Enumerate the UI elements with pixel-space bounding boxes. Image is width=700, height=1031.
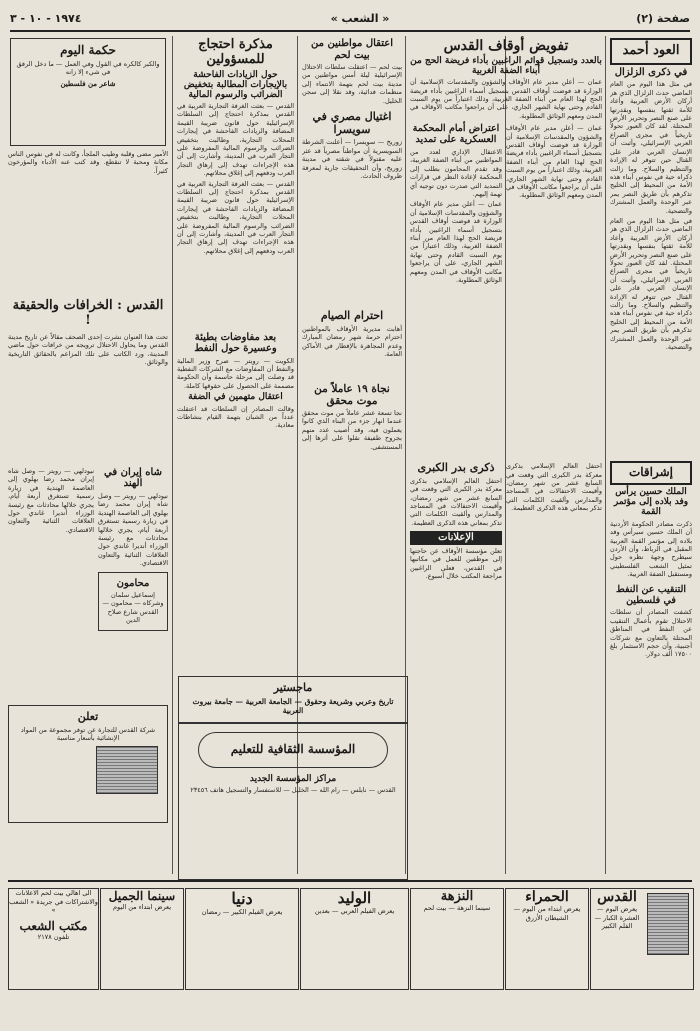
ad-text: الى اهالي بيت لحم الاعلانات والاشتراكات في جريدة « الشعب »	[9, 889, 98, 914]
article-text: أهابت مديرية الأوقاف بالمواطنين احترام حرمة شهر رمضان المبارك وعدم المجاهرة بالإفطار في الأماكن العامة.	[302, 324, 402, 359]
ad-title: القدس	[597, 889, 637, 905]
masthead	[10, 12, 690, 32]
article-text: بيت لحم — اعتقلت سلطات الاحتلال الإسرائيلية ليلة أمس مواطنين من مدينة بيت لحم بتهمة الانتماء إلى منظمات فدائية، وقد نقلا إلى سجن الخليل.	[302, 63, 402, 105]
headline: التنقيب عن النفط في فلسطين	[615, 583, 686, 606]
box-caption: شاعر من فلسطين	[60, 78, 116, 88]
ad-title: دنيا	[231, 889, 253, 908]
ad-title: الحمراء	[525, 889, 569, 905]
ad-banner	[198, 732, 388, 768]
ad-text: يعرض الفيلم الكبير — رمضان	[201, 908, 283, 916]
headline: ذكرى بدر الكبرى	[417, 461, 495, 475]
headline: احترام الصيام	[320, 309, 384, 323]
ad-text: يعرض اليوم — العشرة الكبار — الفلم الكبير	[594, 905, 640, 930]
column-rule	[605, 36, 606, 874]
ad-text: إسماعيل سلمان وشركاه — محامون — القدس شارع صلاح الدين	[102, 591, 164, 625]
two-col-block	[410, 122, 602, 456]
article-text: القدس — بعثت الغرفة التجارية العربية في القدس بمذكرة احتجاج إلى السلطات الإسرائيلية حول قانون ضريبة القيمة المضافة والزيادات الفاحشة في إيجارات المحلات التجارية، وطالبت بتخفيض الضرائب والرسوم المالية المفروضة على التجار العرب في المدينة، وأشارت إلى أن هذه الإجراءات تهدف إلى إرهاق التجار العرب ودفعهم إلى إغلاق محلاتهم.	[177, 179, 294, 255]
ad-text: القدس — نابلس — رام الله — الخليل — للاستفسار والتسجيل هاتف ٢٣٤٥٦	[190, 785, 396, 794]
headline: نجاة ١٩ عاملاً من موت محقق	[314, 382, 390, 408]
article-text: في مثل هذا اليوم من العام الماضي حدث الزلزال الذي هز أركان الأرض العربية وأعاد للأمة ثقتها بنفسها وبقدرتها على صنع النصر وتحرير الأرض المحتلة. لقد كان العبور تحولاً تاريخياً في مجرى الصراع العربي الإسرائيلي، وأثبت أن الإنسان العربي قادر على القتال حين تتوفر له الإرادة والتنظيم والسلاح. وما زالت ذكراه حية في نفوس أبناء هذه الأمة من المحيط إلى الخليج تذكرهم بأن طريق النصر يمر عبر الوحدة والعمل المشترك والتضحية.	[610, 80, 692, 215]
ad-title: سينما الجميل	[108, 889, 176, 903]
column-middle	[302, 36, 402, 676]
ad-picture	[96, 746, 158, 794]
section-title: العود أحمد	[610, 38, 692, 65]
headline: شاه إيران في الهند	[104, 466, 162, 490]
article-text: ذكرت مصادر الحكومة الأردنية أن الملك حسين سيرأس وفد بلاده إلى مؤتمر القمة العربية المقبل في الرباط، وأن الأردن سيطرح وجهة نظره حول تمثيل الشعب الفلسطيني ومستقبل الضفة الغربية.	[610, 519, 692, 579]
ad-text: يعرض الفيلم العربي — بعدين	[314, 907, 395, 915]
article-text: القدس — بعثت الغرفة التجارية العربية في القدس بمذكرة احتجاج إلى السلطات الإسرائيلية حول قانون ضريبة القيمة المضافة والزيادات الفاحشة في إيجارات المحلات التجارية، وطالبت بتخفيض الضرائب والرسوم المالية المفروضة على التجار العرب في المدينة، وأشارت إلى أن هذه الإجراءات تهدف إلى إرهاق التجار العرب ودفعهم إلى إغلاق محلاتهم.	[177, 101, 294, 178]
page-label: صفحة (٢)	[636, 12, 690, 25]
box-text: والكبر كالكره في القول وفي العمل — ما دخل الرفق في شيء إلا زانه	[16, 59, 160, 77]
column-middle-left	[177, 36, 294, 676]
ad-cinema-alquds	[590, 888, 694, 990]
ads-heading: الإعلانات	[410, 531, 502, 545]
article-text: احتفل العالم الإسلامي بذكرى معركة بدر الكبرى التي وقعت في السابع عشر من شهر رمضان، وأقيمت الاحتفالات في المساجد والمدارس وألقيت الكلمات التي تذكر بمعاني هذه الذكرى العظيمة.	[410, 476, 502, 527]
two-col-block	[8, 465, 168, 699]
ad-text: شركة القدس للتجارة عن توفر مجموعة من المواد الإنشائية بأسعار مناسبة	[20, 725, 156, 742]
headline: اعتراض أمام المحكمة العسكرية على تمديد	[412, 123, 500, 146]
headline: القدس : الخرافات والحقيقة !	[12, 298, 164, 328]
ad-cinema-alhamra	[505, 888, 589, 990]
company-ad	[8, 705, 168, 823]
ad-text: تعلن مؤسسة الأوقاف عن حاجتها إلى موظفين للعمل في مكاتبها في القدس، فعلى الراغبين مراجعة المكتب خلال أسبوع.	[410, 546, 502, 580]
ad-text: سينما النزهة — بيت لحم	[423, 904, 491, 912]
ad-cinema-alnuzha	[410, 888, 504, 990]
article-text: زوريخ — سويسرا — أعلنت الشرطة السويسرية أن مواطناً مصرياً قد عثر عليه مقتولاً في شقته في مدينة زوريخ، وأن التحقيقات جارية لمعرفة ظروف الحادث.	[302, 138, 402, 180]
wisdom-box	[10, 38, 166, 146]
headline: اعتقال مواطنين من بيت لحم	[311, 38, 393, 61]
article-text: نيودلهي — رويتر — وصل شاه إيران محمد رضا بهلوي إلى العاصمة الهندية في زيارة رسمية تستغرق أربعة أيام، يجري خلالها محادثات مع رئيسة الوزراء أنديرا غاندي حول العلاقات الثنائية والتعاون الاقتصادي.	[98, 491, 168, 568]
ad-title: المؤسسة الثقافية للتعليم	[230, 742, 356, 756]
subcolumn	[410, 460, 502, 754]
ad-text: يعرض ابتداء من اليوم	[113, 903, 171, 911]
ad-picture	[647, 893, 689, 955]
main-headline: مذكرة احتجاج للمسؤولين	[198, 37, 273, 67]
ad-title: تعلن	[77, 709, 99, 723]
main-subheadline: حول الزيادات الفاحشة بالإيجارات المطالبة بتخفيض الضرائب والرسوم المالية	[183, 69, 288, 100]
issue-date: ١٩٧٤ - ١٠ - ٣	[10, 12, 82, 25]
ad-cinema-aljamil	[100, 888, 184, 990]
article-text: عمان — أعلن مدير عام الأوقاف والشؤون والمقدسات الإسلامية أن الوزارة قد فوضت أوقاف القدس بتسجيل أسماء الراغبين بأداء فريضة الحج لهذا العام من أبناء الضفة الغربية، وذلك اعتباراً من يوم السبت القادم وحتى نهاية الشهر الجاري، على أن يراجعوا مكاتب الأوقاف في المدن ومعهم الوثائق المطلوبة.	[506, 124, 602, 200]
cultural-institute-ad	[178, 722, 408, 880]
box-title: حكمة اليوم	[60, 43, 116, 57]
main-subheadline: بالعدد وتسجيل قوائم الراغبين بأداء فريضة الحج من أبناء الضفة الغربية	[410, 56, 602, 77]
article-text: نجا تسعة عشر عاملاً من موت محقق عندما انهار جزء من البناء الذي كانوا يعملون فيه، وقد أصيب عدد منهم بجروح طفيفة نقلوا على أثرها إلى المستشفى.	[302, 409, 402, 451]
headline: بعد مفاوضات بطيئة وعسيرة حول النفط	[194, 331, 277, 355]
ad-text: يعرض ابتداء من اليوم — الشيطان الأزرق	[513, 905, 581, 922]
ad-title: النزهة	[440, 889, 474, 904]
notice-title: ماجستير	[273, 681, 313, 694]
newspaper-name: « الشعب »	[330, 12, 390, 25]
subcolumn	[410, 122, 502, 456]
ad-title: الوليد	[337, 889, 372, 907]
ads-divider	[8, 880, 692, 882]
article-text: احتفل العالم الإسلامي بذكرى معركة بدر الكبرى التي وقعت في السابع عشر من شهر رمضان، وأقيمت الاحتفالات في المساجد والمدارس وألقيت الكلمات التي تذكر بمعاني هذه الذكرى العظيمة.	[506, 462, 602, 513]
masters-notice	[178, 676, 408, 724]
article-text: عمان — أعلن مدير عام الأوقاف والشؤون والمقدسات الإسلامية أن الوزارة قد فوضت أوقاف القدس بتسجيل أسماء الراغبين بأداء فريضة الحج لهذا العام من أبناء الضفة الغربية، وذلك اعتباراً من يوم السبت القادم وحتى نهاية الشهر الجاري، على أن يراجعوا مكاتب الأوقاف في المدن ومعهم الوثائق المطلوبة.	[410, 200, 502, 285]
article-text: عمان — أعلن مدير عام الأوقاف والشؤون والمقدسات الإسلامية أن الوزارة قد فوضت أوقاف القدس بتسجيل أسماء الراغبين بأداء فريضة الحج لهذا العام من أبناء الضفة الغربية، وذلك اعتباراً من يوم السبت القادم وحتى نهاية الشهر الجاري، على أن يراجعوا مكاتب الأوقاف في المدن ومعهم الوثائق المطلوبة.	[410, 78, 602, 120]
headline: الملك حسين يرأس وفد بلاده إلى مؤتمر القمة	[613, 486, 689, 518]
subcolumn	[506, 122, 602, 456]
ad-phone: تلفون ٢١٧٨	[37, 932, 70, 941]
lawyer-ad	[98, 572, 168, 631]
ad-cinema-alwalid	[300, 888, 409, 990]
column-rule	[172, 36, 173, 874]
two-col-block	[410, 460, 602, 754]
article-text: في مثل هذا اليوم من العام الماضي حدث الزلزال الذي هز أركان الأرض العربية وأعاد للأمة ثقتها بنفسها وبقدرتها على صنع النصر وتحرير الأرض المحتلة. لقد كان العبور تحولاً تاريخياً في مجرى الصراع العربي الإسرائيلي، وأثبت أن الإنسان العربي قادر على القتال حين تتوفر له الإرادة والتنظيم والسلاح. وما زالت ذكراه حية في نفوس أبناء هذه الأمة من المحيط إلى الخليج تذكرهم بأن طريق النصر يمر عبر الوحدة والعمل المشترك والتضحية.	[610, 216, 692, 352]
article-text: وقالت المصادر إن السلطات قد اعتقلت عدداً من الشبان بتهمة القيام بنشاطات معادية.	[177, 404, 294, 430]
column-title: إشراقات	[610, 461, 692, 485]
headline: في ذكرى الزلزال	[614, 66, 688, 78]
notice-text: تاريخ وعربي وشريعة وحقوق — الجامعة العربية — جامعة بيروت العربية	[192, 696, 394, 715]
article-text: كشفت المصادر أن سلطات الاحتلال تقوم بأعمال التنقيب عن النفط في المناطق المحتلة بالتعاون مع شركات أجنبية، وأن حجم الاستثمار بلغ ١٧٥٠٠ ألف دولار.	[610, 608, 692, 659]
article-text: الكويت — رويتر — صرح وزير المالية والنفط أن المفاوضات مع الشركات النفطية قد وصلت إلى مرحلة حاسمة وأن الحكومة مصممة على الحصول على حقوقها كاملة.	[177, 356, 294, 390]
article-text: الأمير مضى وقلبه وطيب الملجأ، وكانت له في نفوس الناس مكانة ومحبة لا تنقطع. وقد كتب عنه الأدباء والمؤرخون كثيراً.	[8, 150, 168, 175]
headline: اعتقال متهمين في الضفة	[188, 392, 283, 403]
column-right	[410, 36, 602, 876]
headline: اغتيال مصري في سويسرا	[312, 110, 392, 136]
subcolumn	[98, 465, 168, 699]
ad-cinema-dunya	[185, 888, 299, 990]
subcolumn	[8, 465, 94, 699]
ad-title: محامون	[116, 577, 150, 589]
article-text: نيودلهي — رويتر — وصل شاه إيران محمد رضا بهلوي إلى العاصمة الهندية في زيارة رسمية تستغرق أربعة أيام، يجري خلالها محادثات مع رئيسة الوزراء أنديرا غاندي حول العلاقات الثنائية والتعاون الاقتصادي.	[8, 466, 94, 534]
column-far-right	[610, 36, 692, 876]
ad-subtitle: مراكز المؤسسة الجديد	[249, 773, 337, 784]
subcolumn	[506, 460, 602, 754]
column-left	[8, 36, 168, 876]
ad-alshaab-office	[8, 888, 99, 990]
article-text: تحت هذا العنوان نشرت إحدى الصحف مقالاً عن تاريخ مدينة القدس وما يحاول الاحتلال ترويجه من خرافات حول ماضي المدينة، ورد الكاتب على تلك المزاعم بالحقائق التاريخية والوثائق.	[8, 332, 168, 367]
article-text: الاعتقال الإداري لعدد من المواطنين من أبناء الضفة الغربية، وقد تقدم المحامون بطلب إلى المحكمة لإعادة النظر في قرارات التمديد التي صدرت دون توجيه أي تهمة إليهم.	[410, 147, 502, 198]
ad-title: مكتب الشعب	[19, 918, 88, 933]
main-headline: تفويض أوقاف القدس	[443, 38, 569, 54]
